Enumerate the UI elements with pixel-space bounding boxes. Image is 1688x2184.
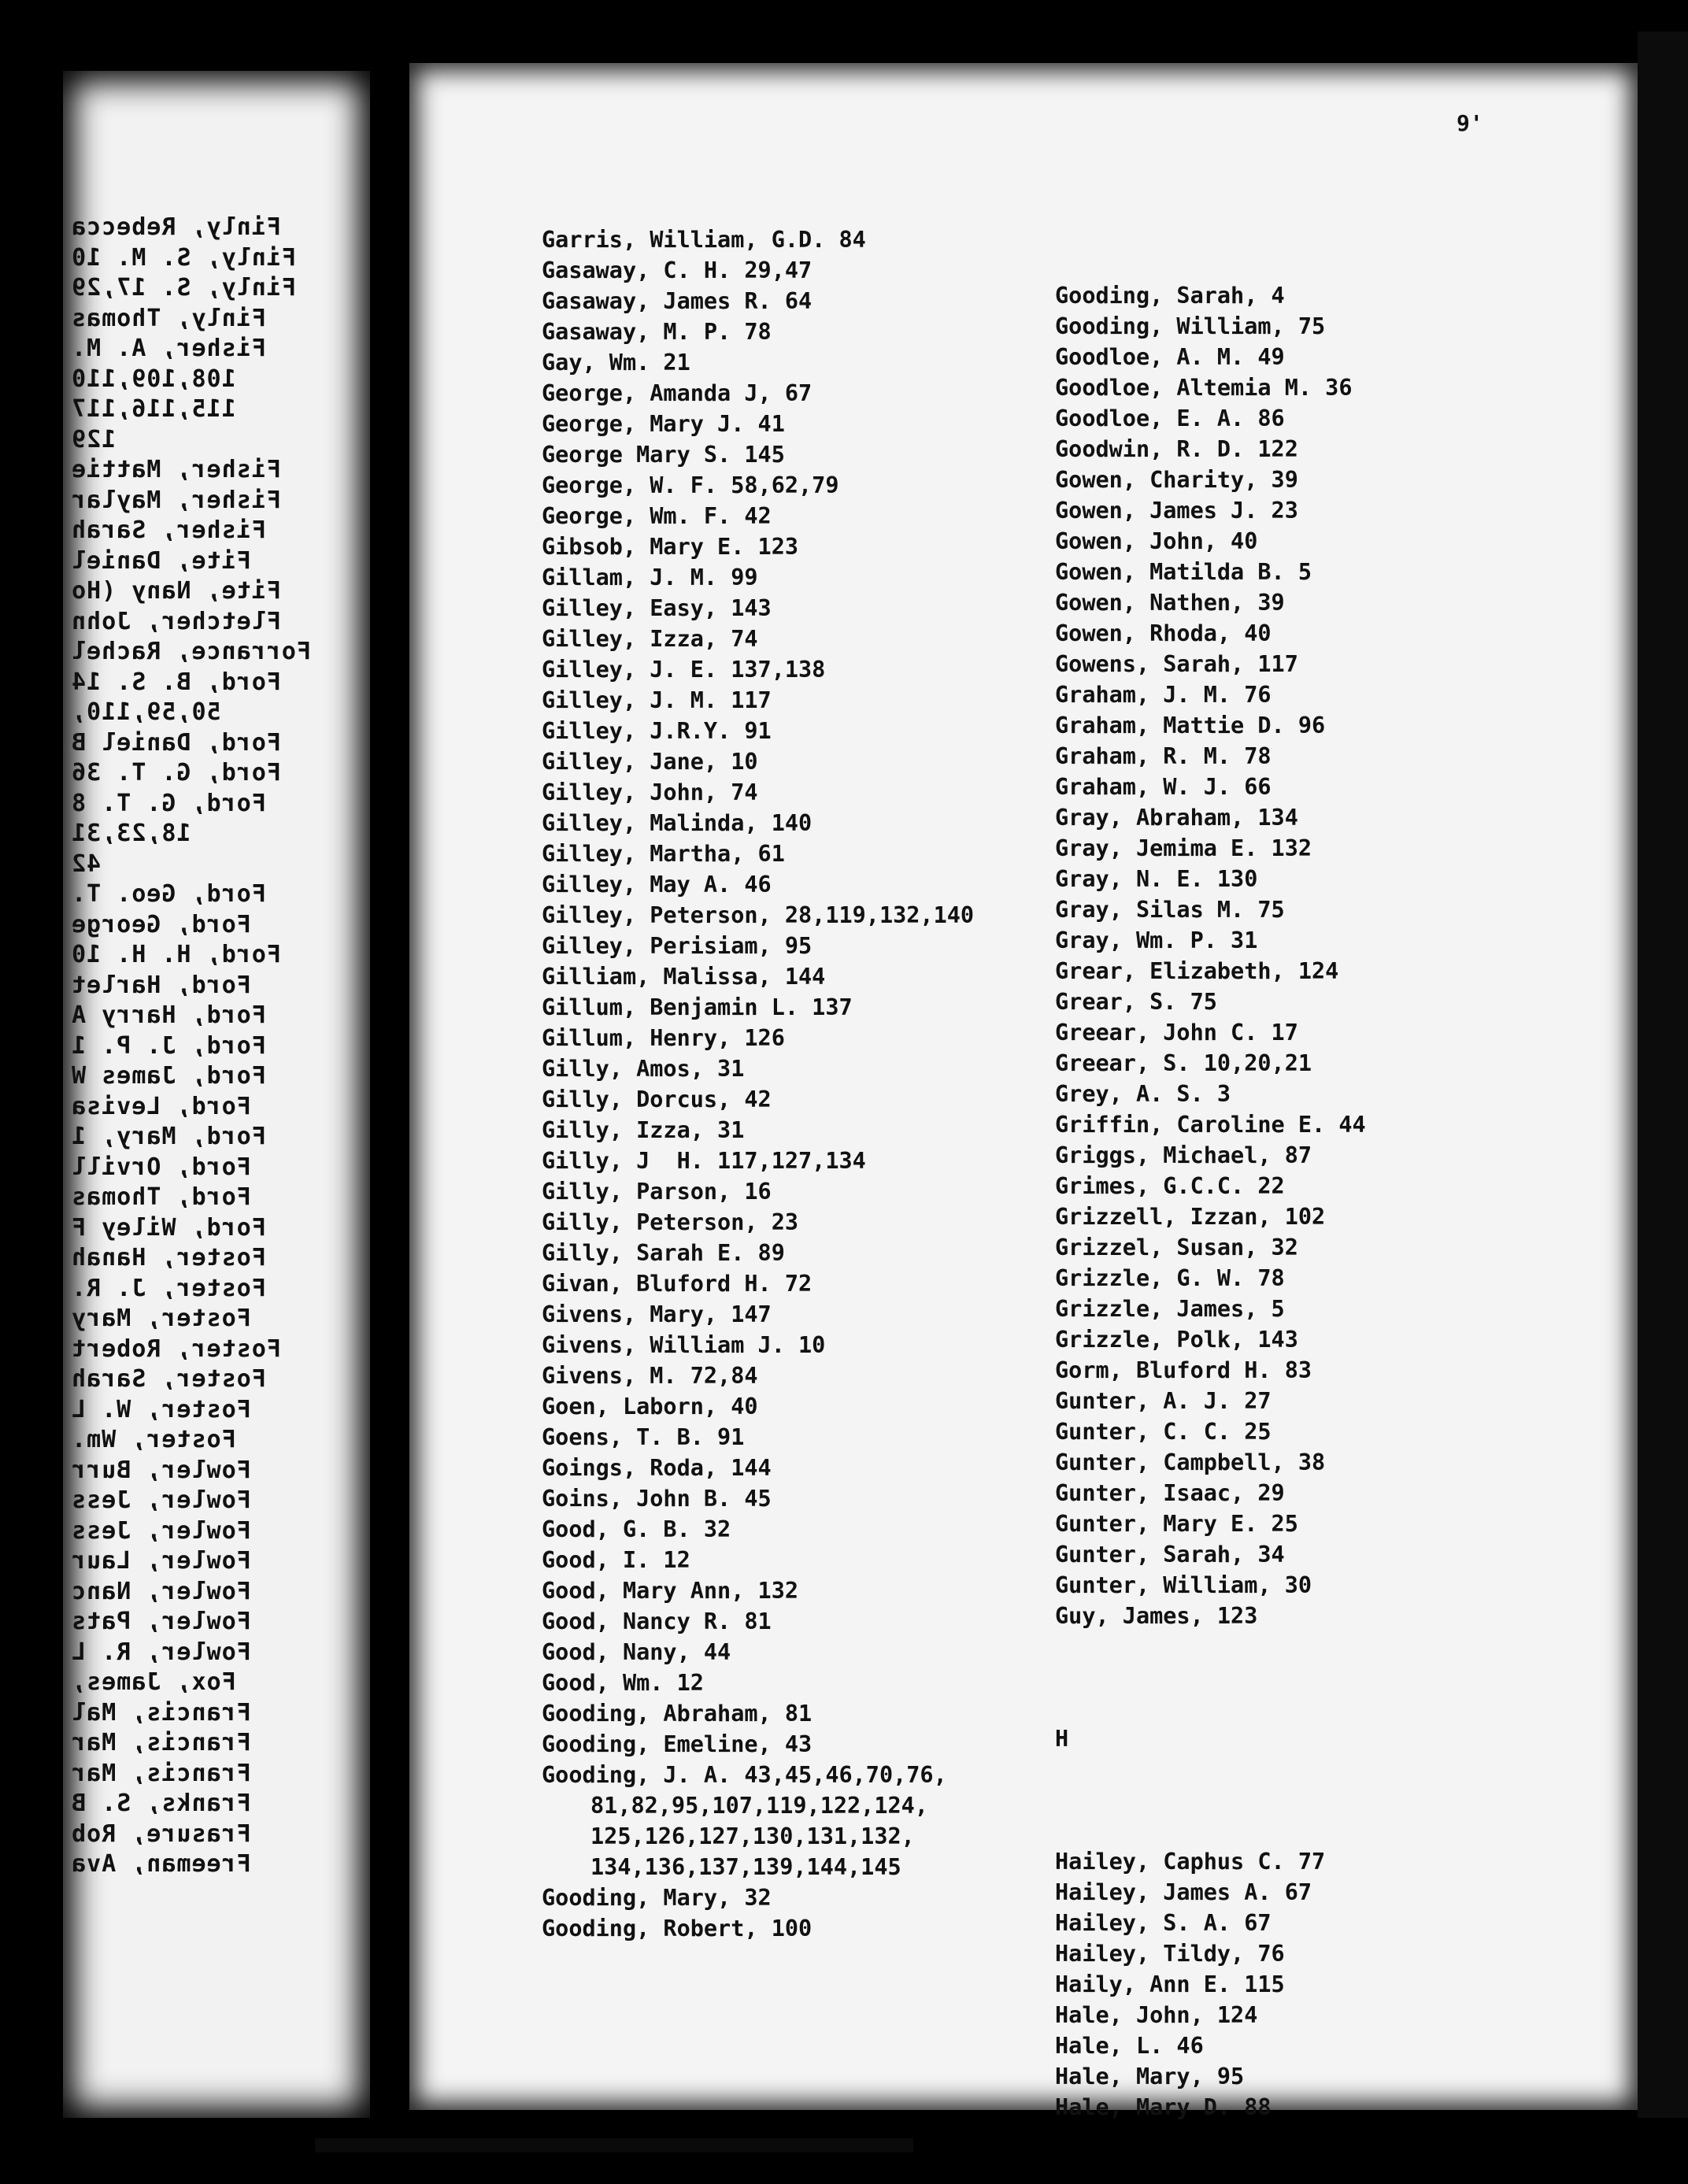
facing-page-line: Frasure, Rob [71,1819,251,1848]
index-entry: Good, G. B. 32 [542,1516,731,1542]
index-entry: Givan, Bluford H. 72 [542,1271,813,1297]
index-entry: Goodloe, E. A. 86 [1055,405,1285,431]
index-entry: Hailey, James A. 67 [1055,1879,1312,1905]
index-entry: Hale, L. 46 [1055,2033,1204,2059]
index-entry: 81,82,95,107,119,122,124, [590,1793,928,1819]
index-entry: Gillum, Benjamin L. 137 [542,994,853,1020]
facing-page-line: Fox, James, [71,1668,236,1696]
facing-page-line: Ford, Mary, 1 [71,1123,266,1150]
index-entry: Graham, Mattie D. 96 [1055,713,1326,738]
index-entry: Gowen, Rhoda, 40 [1055,620,1272,646]
index-entry: Good, Mary Ann, 132 [542,1578,799,1604]
index-entry: Graham, W. J. 66 [1055,774,1272,800]
index-entry: Grizzle, Polk, 143 [1055,1327,1298,1353]
facing-page-line: 108,109,110 [71,365,236,393]
index-entry: Gunter, Sarah, 34 [1055,1542,1285,1568]
index-entry: Garris, William, G.D. 84 [542,227,866,253]
facing-page-line: Fowler, Jess [71,1486,251,1514]
index-entry: George, Wm. F. 42 [542,503,772,529]
index-entry: Givens, William J. 10 [542,1332,826,1358]
index-entry: Grear, S. 75 [1055,989,1217,1015]
facing-page-line: Foster, Robert [71,1334,281,1363]
index-entry: Gibsob, Mary E. 123 [542,534,799,560]
index-entry: Gowen, Nathen, 39 [1055,590,1285,616]
facing-page-line: Fowler, Jess [71,1516,251,1545]
index-entry: Gooding, J. A. 43,45,46,70,76, [542,1762,947,1788]
index-entry: Gooding, Emeline, 43 [542,1731,813,1757]
index-entry: Gasaway, C. H. 29,47 [542,257,813,283]
index-entry: Gowens, Sarah, 117 [1055,651,1298,677]
index-entry: Gowen, John, 40 [1055,528,1258,554]
index-entry: Gilly, Dorcus, 42 [542,1086,772,1112]
facing-page-line: 129 [71,425,117,453]
index-entry: Gowen, James J. 23 [1055,498,1298,524]
facing-page-line: Ford, Daniel B [71,728,281,757]
index-entry: Griffin, Caroline E. 44 [1055,1112,1366,1138]
index-entry: Gorm, Bluford H. 83 [1055,1357,1312,1383]
index-column-right [1055,219,1559,2184]
facing-page-line: Ford, J. P. 1 [71,1031,266,1060]
facing-page-line: Foster, Mary [71,1305,251,1332]
index-entry: Gilley, Martha, 61 [542,841,785,867]
index-entry: Gilly, Amos, 31 [542,1056,745,1082]
facing-page-line: Ford, Harlet [71,971,251,999]
index-entry: Gooding, Abraham, 81 [542,1701,813,1727]
facing-page-line: Ford, H. H. 10 [71,941,281,968]
facing-page-line: Foster, J. R. [71,1274,266,1302]
index-entry: Gunter, Mary E. 25 [1055,1511,1298,1537]
index-entry: Good, Nany, 44 [542,1639,731,1665]
facing-page-line: Ford, G. T. 36 [71,759,281,787]
index-entry: Gillum, Henry, 126 [542,1025,785,1051]
index-entry: Grizzell, Izzan, 102 [1055,1204,1326,1230]
index-entry: Gasaway, M. P. 78 [542,319,772,345]
index-entry: Haily, Ann E. 115 [1055,1971,1285,1997]
book-gutter [370,0,413,2167]
index-entry: Gilliam, Malissa, 144 [542,964,826,990]
index-entry: Greear, S. 10,20,21 [1055,1050,1312,1076]
index-entry: Gasaway, James R. 64 [542,288,813,314]
index-entry: Goings, Roda, 144 [542,1455,772,1481]
index-entry: George Mary S. 145 [542,442,785,468]
index-entry: Gilley, J.R.Y. 91 [542,718,772,744]
index-entry: Gilley, Malinda, 140 [542,810,813,836]
index-entry: Goodloe, Altemia M. 36 [1055,375,1353,401]
index-entry: Gray, Wm. P. 31 [1055,927,1258,953]
index-entry: Goins, John B. 45 [542,1486,772,1512]
facing-page-line: 18,23,31 [71,820,191,847]
facing-page-line: Fisher, Maylar [71,486,281,514]
index-entry: Guy, James, 123 [1055,1603,1258,1629]
index-entry: Gilley, John, 74 [542,779,758,805]
index-entry: Gooding, Robert, 100 [542,1916,813,1942]
index-entry: Gilley, May A. 46 [542,872,772,898]
facing-page-line: Fisher, Sarah [71,516,266,544]
facing-page-line: Franks, S. B [71,1790,251,1817]
index-entry: Gay, Wm. 21 [542,350,690,376]
index-entry: Goodwin, R. D. 122 [1055,436,1298,462]
index-entry: Gooding, Sarah, 4 [1055,283,1285,309]
index-entry: Gilly, J H. 117,127,134 [542,1148,866,1174]
facing-page-line: Foster, Wm. [71,1426,236,1453]
facing-page-line: Freeman, Ava [71,1850,251,1878]
index-entry: George, Mary J. 41 [542,411,785,437]
index-entry: Gilley, Perisiam, 95 [542,933,813,959]
index-entry: Gunter, C. C. 25 [1055,1419,1272,1445]
index-entry: George, W. F. 58,62,79 [542,472,839,498]
index-entry: Gooding, William, 75 [1055,313,1326,339]
index-entry: George, Amanda J, 67 [542,380,813,406]
facing-page-line: Fisher, Mattie [71,456,281,483]
facing-page-line: Finly, S. 17,29 [71,274,296,302]
facing-page-line: Finly, S. M. 10 [71,243,296,272]
index-entry: Gilly, Peterson, 23 [542,1209,799,1235]
index-entry: Gilly, Sarah E. 89 [542,1240,785,1266]
facing-page-line: Ford, Wiley F [71,1213,266,1242]
index-entry: Good, Nancy R. 81 [542,1608,772,1634]
facing-page-line: Fowler, Pats [71,1608,251,1635]
index-entry: Gilley, Jane, 10 [542,749,758,775]
index-entry: Gowen, Matilda B. 5 [1055,559,1312,585]
facing-page-line: Fowler, Nanc [71,1577,251,1605]
facing-page-line: 42 [71,850,102,878]
index-entry: Grey, A. S. 3 [1055,1081,1231,1107]
facing-page-line: Foster, W. L [71,1395,251,1423]
index-entry: Gunter, A. J. 27 [1055,1388,1272,1414]
facing-page-line: Ford, Levisa [71,1092,251,1120]
index-entry: Hale, Mary D. 88 [1055,2094,1272,2120]
index-entry: Hale, John, 124 [1055,2002,1258,2028]
index-entry: Goen, Laborn, 40 [542,1394,758,1420]
index-entry: Grizzle, G. W. 78 [1055,1265,1285,1291]
facing-page-line: Ford, G. T. 8 [71,789,266,817]
page-edge [1638,31,1688,2118]
index-entry: Gilley, J. M. 117 [542,687,772,713]
index-entry: Hailey, S. A. 67 [1055,1910,1272,1936]
index-entry: Gooding, Mary, 32 [542,1885,772,1911]
facing-page-line: Ford, Orvill [71,1153,251,1181]
facing-page-line: Finly, Rebecca [71,213,281,241]
facing-page-line: 115,116,117 [71,395,236,423]
index-entry: Gray, Abraham, 134 [1055,805,1298,831]
index-entry: Grizzle, James, 5 [1055,1296,1285,1322]
index-entry: Graham, R. M. 78 [1055,743,1272,769]
index-entry: Givens, Mary, 147 [542,1301,772,1327]
facing-page-line: Finly, Thomas [71,304,266,332]
index-entry: Good, Wm. 12 [542,1670,704,1696]
index-entry: Gunter, Campbell, 38 [1055,1449,1326,1475]
facing-page-line: Fletcher, John [71,607,281,635]
index-page [409,63,1638,2120]
index-entry: Gilley, Easy, 143 [542,595,772,621]
facing-page-line: Francis, Mar [71,1759,251,1787]
facing-page-line: Forrance, Rachel [71,638,311,665]
facing-page-line: Ford, Thomas [71,1183,251,1211]
facing-page-line: Fite, Daniel [71,546,251,575]
index-entry: Gilly, Izza, 31 [542,1117,745,1143]
page-number: 9' [1457,110,1483,136]
facing-page-line: Ford, Harry A [71,1001,266,1029]
index-entry: Grear, Elizabeth, 124 [1055,958,1339,984]
facing-page-line: Fowler, Laur [71,1547,251,1575]
index-entry: Gowen, Charity, 39 [1055,467,1298,493]
index-entry: Hale, Mary, 95 [1055,2064,1245,2090]
facing-page-text [71,213,370,1880]
index-entry: Hailey, Caphus C. 77 [1055,1849,1326,1875]
h-entries [1055,1846,1559,2123]
index-entry: Gray, Jemima E. 132 [1055,835,1312,861]
index-entry: 134,136,137,139,144,145 [590,1854,901,1880]
facing-page-line: Fite, Nany (Ho [71,577,281,605]
index-entry: Griggs, Michael, 87 [1055,1142,1312,1168]
facing-page-line: Fisher, A. M. [71,335,266,362]
index-entry: Givens, M. 72,84 [542,1363,758,1389]
facing-page-line: Foster, Hanah [71,1244,266,1272]
facing-page-line: Francis, Mal [71,1698,251,1727]
index-entry: Gray, N. E. 130 [1055,866,1258,892]
facing-page-bleed-through [63,71,370,2118]
index-entry: Goens, T. B. 91 [542,1424,745,1450]
index-entry: Gunter, William, 30 [1055,1572,1312,1598]
index-entry: Grimes, G.C.C. 22 [1055,1173,1285,1199]
index-entry: Hailey, Tildy, 76 [1055,1941,1285,1967]
index-entry: Goodloe, A. M. 49 [1055,344,1285,370]
index-entry: Gilly, Parson, 16 [542,1179,772,1205]
index-entry: Grizzel, Susan, 32 [1055,1235,1298,1260]
section-heading-h: H [1055,1726,1069,1752]
facing-page-line: Ford, George [71,910,251,938]
facing-page-line: Foster, Sarah [71,1365,266,1393]
facing-page-line: Fowler, R. L [71,1638,251,1666]
index-column-left [542,224,1046,1944]
index-entry: Gilley, Peterson, 28,119,132,140 [542,902,975,928]
index-entry: Gunter, Isaac, 29 [1055,1480,1285,1506]
index-entry: 125,126,127,130,131,132, [590,1823,915,1849]
g-entries [1055,280,1559,1631]
index-entry: Graham, J. M. 76 [1055,682,1272,708]
index-entry: Gillam, J. M. 99 [542,565,758,590]
index-entry: Gilley, Izza, 74 [542,626,758,652]
facing-page-line: Fowler, Burr [71,1456,251,1484]
index-entry: Gray, Silas M. 75 [1055,897,1285,923]
index-entry: Good, I. 12 [542,1547,690,1573]
scan-border [315,2138,913,2153]
facing-page-line: 50,59,110, [71,698,221,726]
facing-page-line: Ford, B. S. 14 [71,668,281,696]
facing-page-line: Francis, Mar [71,1729,251,1756]
facing-page-line: Ford, Geo. T. [71,880,266,908]
facing-page-line: Ford, James W [71,1062,266,1090]
index-entry: Gilley, J. E. 137,138 [542,657,826,683]
index-entry: Greear, John C. 17 [1055,1020,1298,1046]
